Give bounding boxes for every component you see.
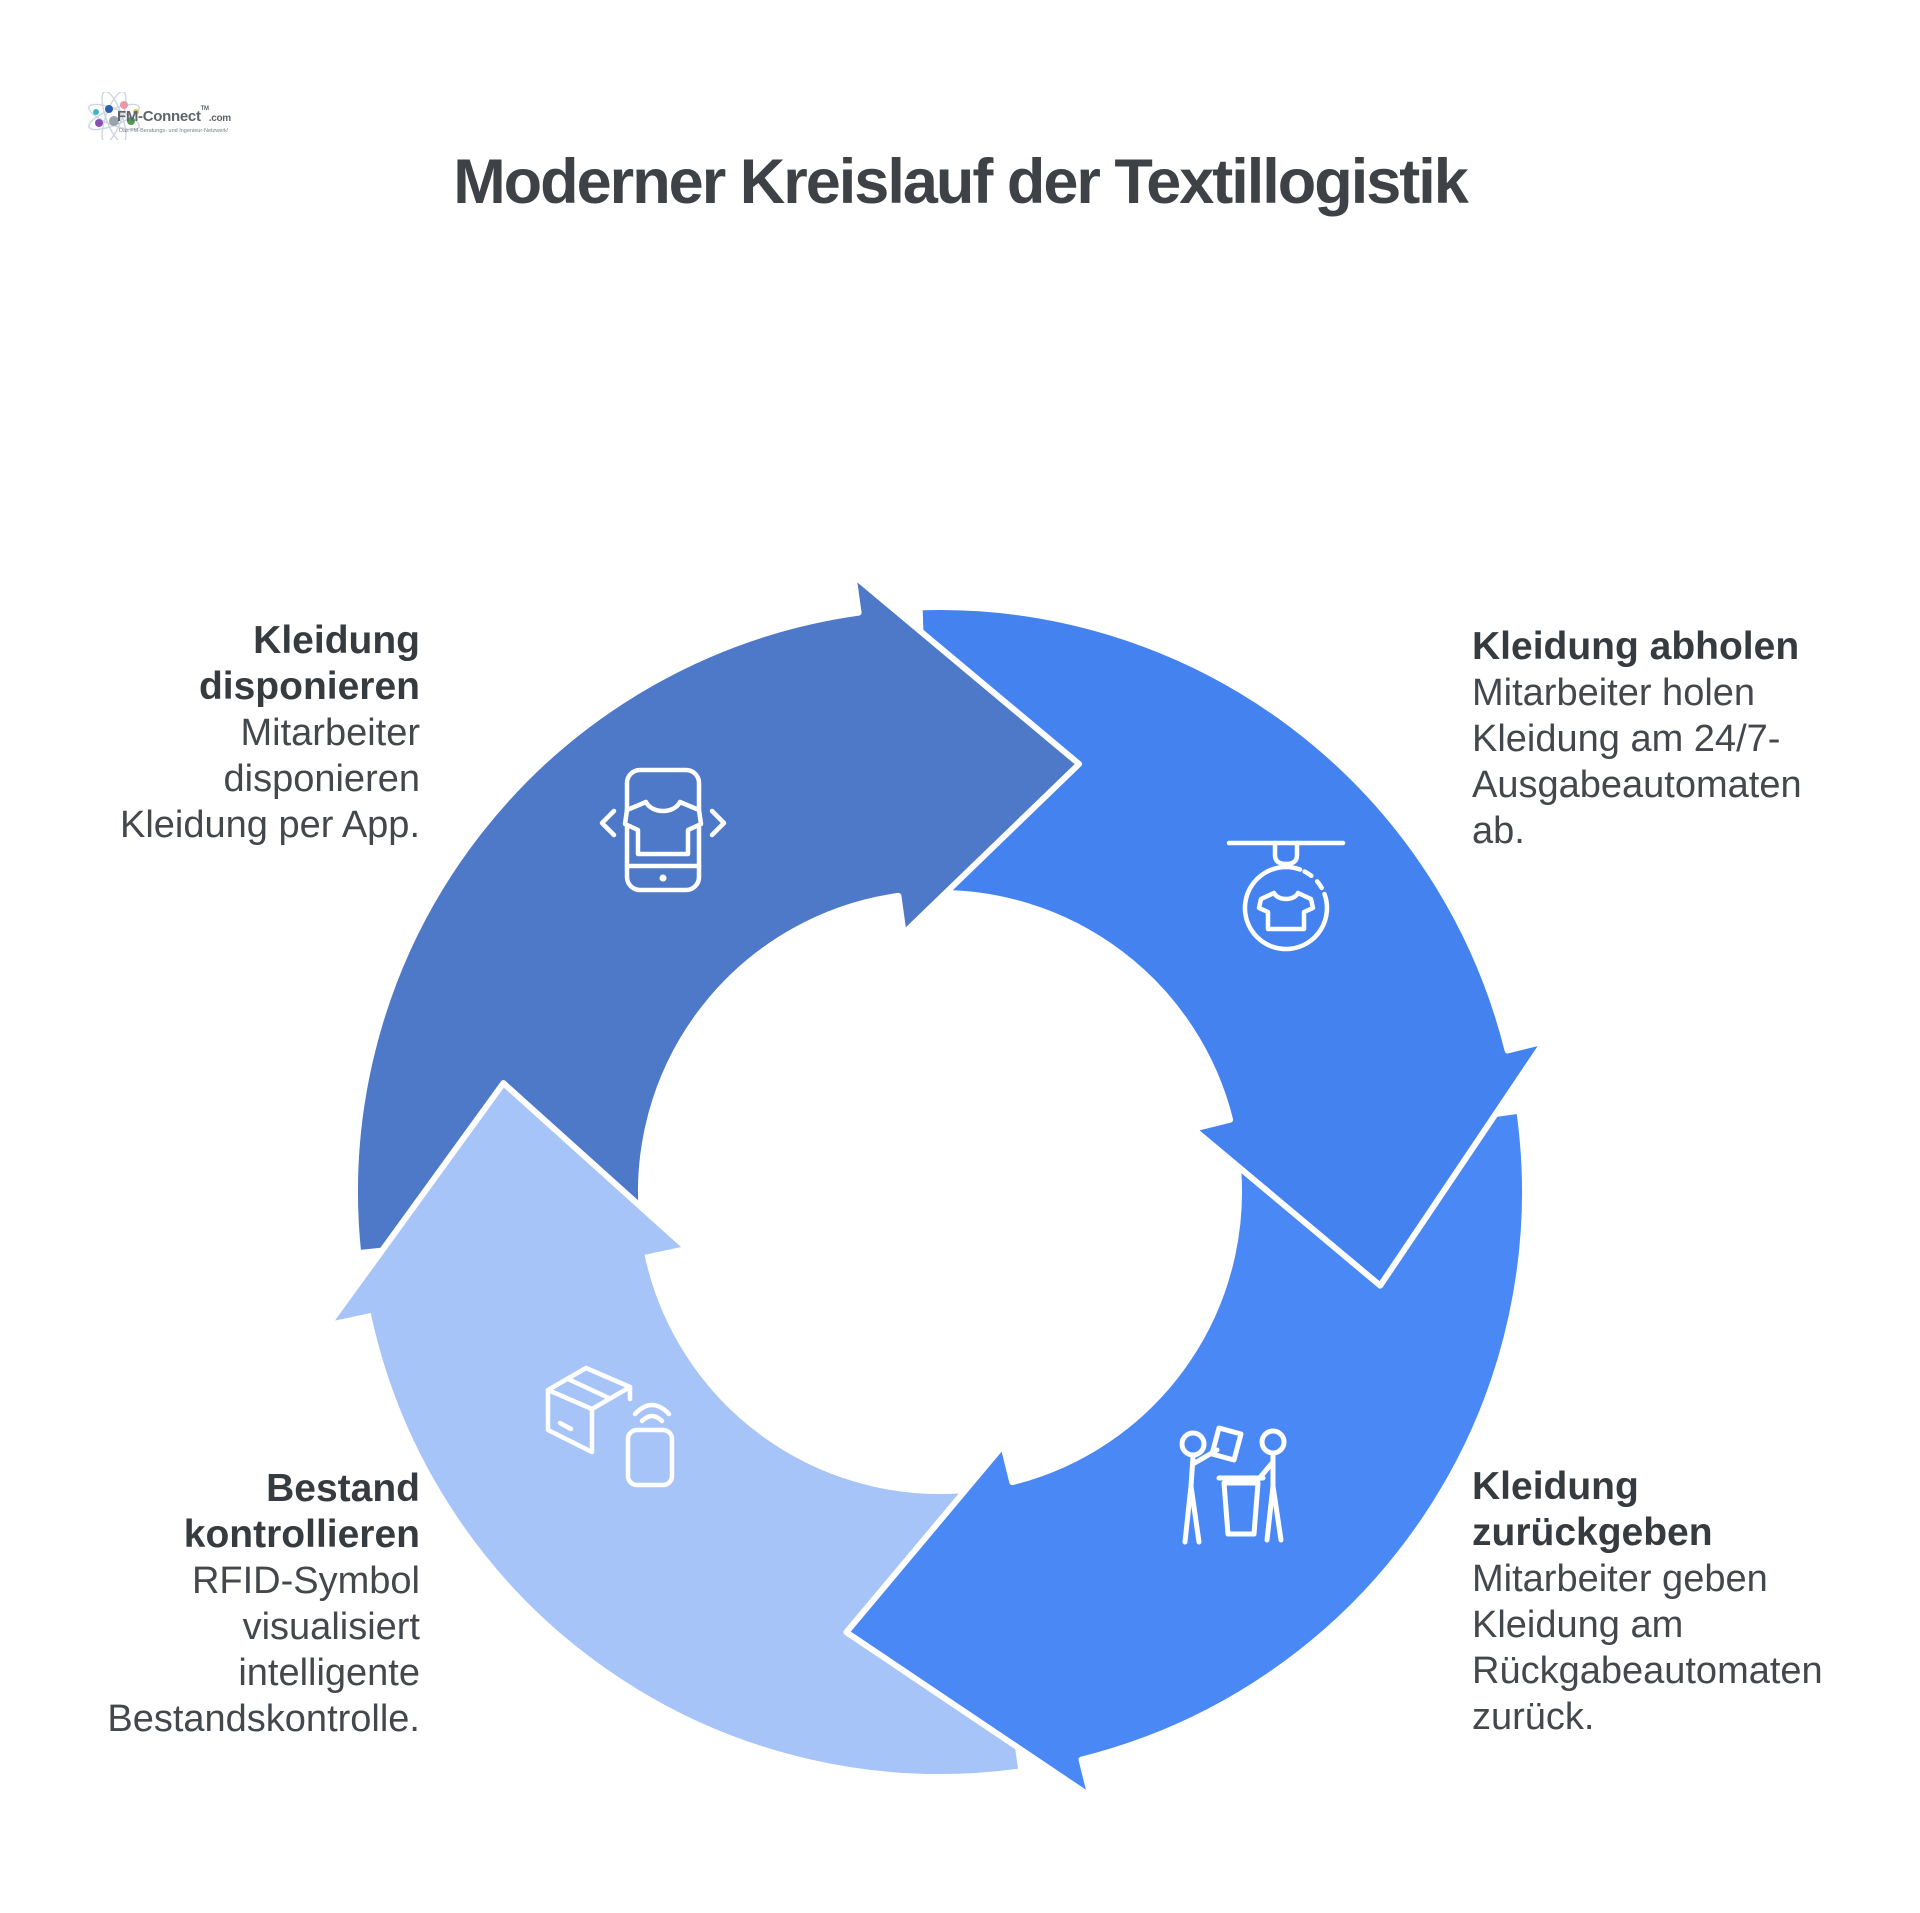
logo-brand: FM-Connect (117, 108, 201, 125)
logo-tld: .com (208, 113, 231, 124)
step-heading: Kleidung zurückgeben (1472, 1465, 1713, 1554)
step-body: Mitarbeiter holen Kleidung am 24/7-Ausgabeautomaten ab. (1472, 672, 1802, 852)
step-kleidung-disponieren (90, 618, 420, 848)
step-heading: Kleidung abholen (1472, 625, 1800, 668)
step-kleidung-zurueckgeben (1472, 1464, 1832, 1740)
logo-trademark: TM (200, 106, 209, 112)
step-body: Mitarbeiter disponieren Kleidung per App. (119, 712, 420, 846)
page-title: Moderner Kreislauf der Textillogistik (453, 147, 1467, 217)
step-bestand-kontrollieren (60, 1466, 420, 1742)
step-heading: Kleidung disponieren (198, 619, 420, 708)
step-body: Mitarbeiter geben Kleidung am Rückgabeautomaten zurück. (1472, 1558, 1823, 1738)
step-kleidung-abholen (1472, 624, 1832, 854)
step-heading: Bestand kontrollieren (183, 1467, 420, 1556)
logo-tagline: Das FM-Beratungs- und Ingenieur-Netzwerk! (119, 128, 229, 134)
step-body: RFID-Symbol visualisiert intelligente Bestandskontrolle. (107, 1560, 420, 1740)
